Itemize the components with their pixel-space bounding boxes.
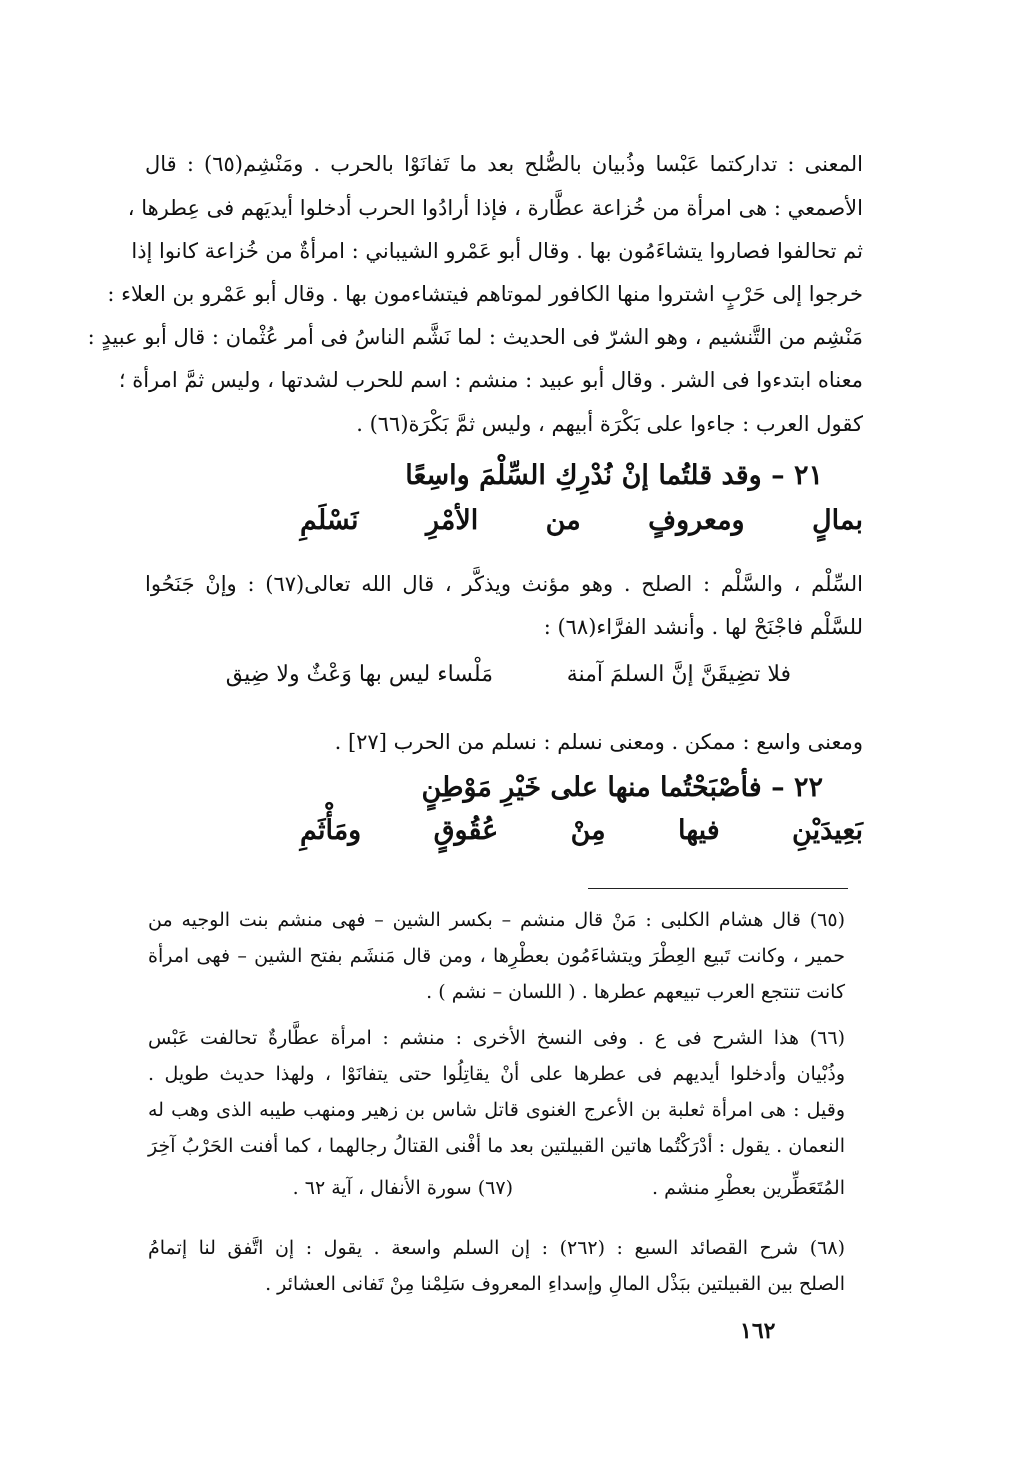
footnote-line: حمير ، وكانت تَبيع العِطْرَ ويتشاءَمُون بعطْرِها ، ومن قال مَنشَم بفتح الشين – فهى امرأة — [148, 945, 845, 967]
commentary-line: المعنى : تداركتما عَبْسا وذُبيان بالصُّلح بعد ما تَفانَوْا بالحرب . ومَنْشِم(٦٥) : قال — [145, 152, 863, 176]
footnote-line: (٦٨) شرح القصائد السبع : (٢٦٢) : إن السلم واسعة . يقول : إن اتَّفق لنا إتمامُ — [148, 1237, 845, 1259]
footnote-line: الصلح بين القبيلتين ببَذْل المالِ وإسداءِ المعروف سَلِمْنا مِنْ تَفانى العشائر . — [265, 1273, 845, 1295]
footnote-line: (٦٧) سورة الأنفال ، آية ٦٢ . — [292, 1177, 513, 1199]
commentary-line: معناه ابتدءوا فى الشر . وقال أبو عبيد : منشم : اسم للحرب لشدتها ، وليس ثمَّ امرأة ؛ — [118, 368, 863, 392]
footnote-line: وذُبْيان وأدخلوا أيديهم فى عطرها على أنْ يقاتِلُوا حتى يتفانَوْا ، ولهذا حديث طويل . — [148, 1063, 845, 1085]
commentary-line: مَنْشِم من التَّنشيم ، وهو الشرّ فى الحديث : لما نَشَّم الناسُ فى أمر عُثْمان : قال أبو عبيدٍ : — [87, 325, 863, 349]
commentary-line: الأصمعي : هى امرأة من خُزاعة عطَّارة ، فإذا أرادُوا الحرب أدخلوا أيديَهم فى عِطرها ، — [127, 196, 863, 220]
verse-22-second-hemistich: بَعِيدَيْنِ فيها مِنْ عُقُوقٍ ومَأْثَمِ — [300, 815, 863, 846]
verse-22-first-hemistich: ٢٢ – فأصْبَحْتُما منها على خَيْرِ مَوْطِنٍ — [421, 772, 823, 803]
poem-first-hemistich: فلا تضِيقَنَّ إنَّ السلمَ آمنة — [566, 662, 791, 687]
footnote-line: المُتَعَطِّرين بعطْرِ منشم . — [652, 1177, 845, 1199]
footnote-line: وقيل : هى امرأة ثعلبة بن الأعرج الغنوى قاتل شاس بن زهير ومنهب طيبه الذى وهب له — [148, 1099, 845, 1121]
commentary-line: خرجوا إلى حَرْبٍ اشتروا منها الكافور لموتاهم فيتشاءمون بها . وقال أبو عَمْرو بن العلاء : — [107, 282, 863, 306]
commentary-line: كقول العرب : جاءوا على بَكْرَة أبيهم ، وليس ثمَّ بَكْرَة(٦٦) . — [356, 412, 863, 436]
footnote-line: (٦٦) هذا الشرح فى ع . وفى النسخ الأخرى : منشم : امرأة عطَّارةٌ تحالفت عَبْس — [148, 1027, 845, 1049]
footnote-line: (٦٥) قال هشام الكلبى : مَنْ قال منشم – بكسر الشين – فهى منشم بنت الوجيه من — [148, 909, 845, 931]
footnote-line: كانت تنتجع العرب تبيعهم عطرها . ( اللسان – نشم ) . — [426, 981, 845, 1003]
commentary-line: ومعنى واسع : ممكن . ومعنى نسلم : نسلم من الحرب [٢٧] . — [334, 730, 863, 754]
verse-21-second-hemistich: بمالٍ ومعروفٍ من الأمْرِ نَسْلَمِ — [300, 505, 863, 536]
page-number: ١٦٢ — [740, 1318, 776, 1344]
commentary-line: السِّلْم ، والسَّلْم : الصلح . وهو مؤنث ويذكَّر ، قال الله تعالى(٦٧) : وإنْ جَنَحُوا — [145, 572, 864, 596]
poem-second-hemistich: مَلْساء ليس بها وَعْثٌ ولا ضِيق — [225, 662, 493, 687]
footnote-line: النعمان . يقول : أدْرَكْتُما هاتين القبيلتين بعد ما أفْنى القتالُ رجالهما ، كما أفنت الحَرْبُ آخِرَ — [148, 1135, 845, 1157]
footnote-divider — [588, 888, 848, 889]
verse-21-first-hemistich: ٢١ – وقد قلتُما إنْ نُدْرِكِ السِّلْمَ واسِعًا — [405, 460, 823, 491]
commentary-line: ثم تحالفوا فصاروا يتشاءَمُون بها . وقال أبو عَمْرو الشيباني : امرأةٌ من خُزاعة كانوا إذا — [131, 239, 863, 263]
commentary-line: للسَّلْم فاجْنَحْ لها . وأنشد الفرَّاء(٦٨) : — [543, 615, 863, 639]
